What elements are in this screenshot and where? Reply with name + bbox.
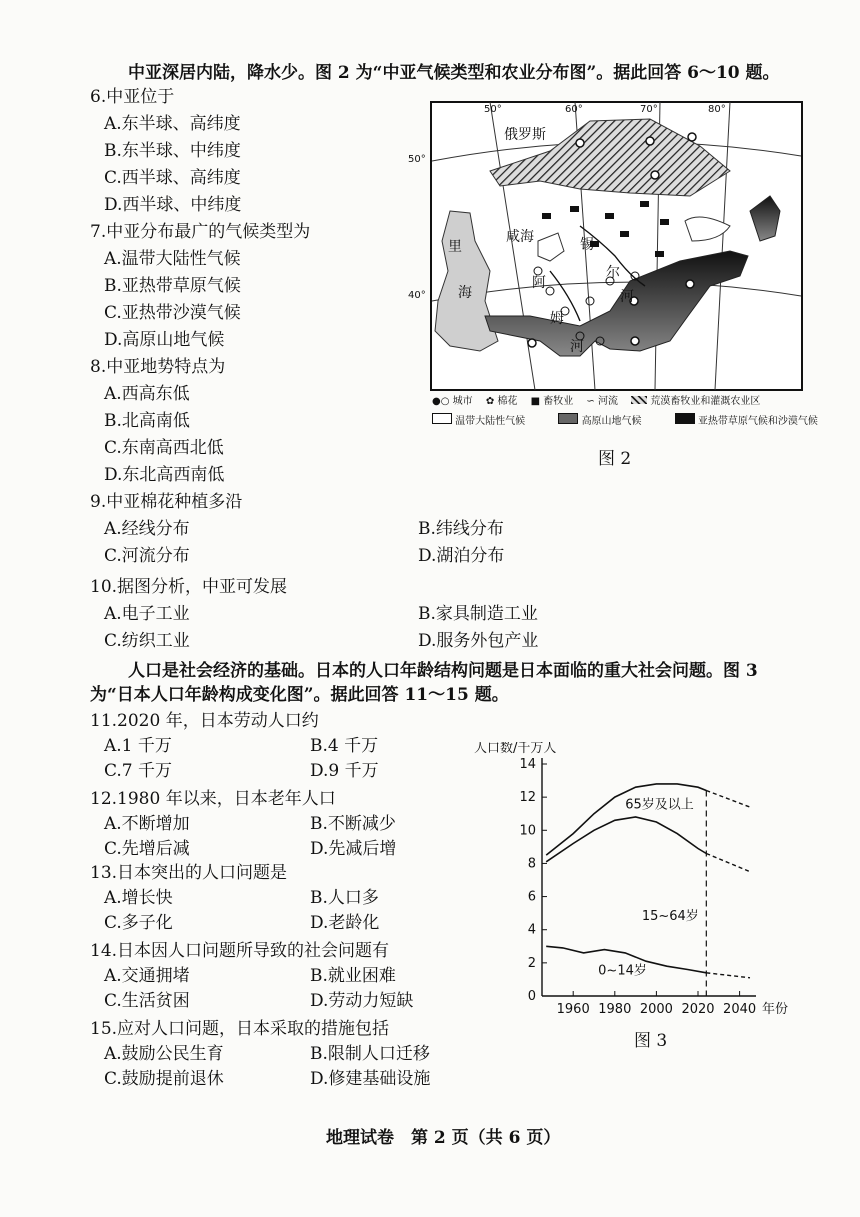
y-tick-label-14: 14 bbox=[519, 757, 536, 772]
figure-3-caption: 图 3 bbox=[634, 1031, 668, 1051]
question-12-option-d[interactable]: D.先减后增 bbox=[310, 839, 397, 859]
question-11-option-a[interactable]: A.1 千万 bbox=[104, 736, 172, 756]
question-15-option-c[interactable]: C.鼓励提前退休 bbox=[104, 1069, 224, 1089]
desert-swatch bbox=[675, 413, 695, 424]
question-9-option-c[interactable]: C.河流分布 bbox=[104, 546, 190, 566]
map-lat-tick-40: 40° bbox=[408, 290, 426, 301]
x-tick-label-2020: 2020 bbox=[681, 1002, 715, 1017]
livestock-icon: ■ bbox=[530, 396, 541, 407]
question-6-option-a[interactable]: A.东半球、高纬度 bbox=[104, 114, 241, 134]
y-tick-label-4: 4 bbox=[527, 922, 536, 938]
japan-population-chart bbox=[472, 742, 802, 1032]
map-label-syr-3: 河 bbox=[620, 289, 634, 305]
question-12-option-a[interactable]: A.不断增加 bbox=[104, 814, 190, 834]
series-projection-0 bbox=[706, 973, 750, 978]
question-15-option-d[interactable]: D.修建基础设施 bbox=[310, 1069, 431, 1089]
figure-2-caption: 图 2 bbox=[598, 449, 632, 469]
question-13-option-b[interactable]: B.人口多 bbox=[310, 888, 379, 908]
cotton-icon: ✿ bbox=[485, 396, 495, 407]
map-lon-tick-60: 60° bbox=[565, 104, 583, 115]
map-label-amu-1: 阿 bbox=[532, 275, 546, 291]
y-tick-label-6: 6 bbox=[527, 889, 536, 905]
question-7-stem: 7.中亚分布最广的气候类型为 bbox=[90, 222, 311, 242]
question-12-option-c[interactable]: C.先增后减 bbox=[104, 839, 190, 859]
question-10-stem: 10.据图分析，中亚可发展 bbox=[90, 577, 288, 597]
question-14-option-a[interactable]: A.交通拥堵 bbox=[104, 966, 190, 986]
series-line-1 bbox=[546, 817, 706, 862]
question-7-option-c[interactable]: C.亚热带沙漠气候 bbox=[104, 303, 241, 323]
series-label-0: 0~14岁 bbox=[598, 963, 647, 979]
question-13-option-d[interactable]: D.老龄化 bbox=[310, 913, 380, 933]
question-10-option-d[interactable]: D.服务外包产业 bbox=[418, 631, 539, 651]
question-9-option-b[interactable]: B.纬线分布 bbox=[418, 519, 504, 539]
intro-text-2-line-1: 人口是社会经济的基础。日本的人口年龄结构问题是日本面临的重大社会问题。图 3 bbox=[128, 661, 758, 681]
question-14-option-b[interactable]: B.就业困难 bbox=[310, 966, 396, 986]
x-axis-label: 年份 bbox=[762, 1002, 789, 1017]
central-asia-map bbox=[430, 101, 803, 391]
question-9-option-d[interactable]: D.湖泊分布 bbox=[418, 546, 505, 566]
map-label-caspian-1: 里 bbox=[448, 239, 462, 255]
question-13-option-a[interactable]: A.增长快 bbox=[104, 888, 173, 908]
map-label-caspian-2: 海 bbox=[458, 285, 472, 301]
question-14-option-d[interactable]: D.劳动力短缺 bbox=[310, 991, 414, 1011]
question-14-stem: 14.日本因人口问题所导致的社会问题有 bbox=[90, 941, 390, 961]
highland-swatch bbox=[558, 413, 578, 424]
question-14-option-c[interactable]: C.生活贫困 bbox=[104, 991, 190, 1011]
city-icon: ●○ bbox=[432, 396, 450, 407]
series-label-1: 15~64岁 bbox=[641, 908, 699, 924]
question-8-stem: 8.中亚地势特点为 bbox=[90, 357, 226, 377]
y-tick-label-0: 0 bbox=[527, 989, 536, 1004]
y-tick-label-12: 12 bbox=[519, 790, 536, 806]
x-tick-label-1980: 1980 bbox=[598, 1002, 632, 1017]
question-13-stem: 13.日本突出的人口问题是 bbox=[90, 863, 288, 883]
river-icon: ∽ bbox=[586, 396, 595, 407]
y-axis-label: 人口数/千万人 bbox=[474, 742, 557, 756]
question-6-option-c[interactable]: C.西半球、高纬度 bbox=[104, 168, 241, 188]
question-15-option-b[interactable]: B.限制人口迁移 bbox=[310, 1044, 430, 1064]
question-8-option-d[interactable]: D.东北高西南低 bbox=[104, 465, 225, 485]
question-15-stem: 15.应对人口问题，日本采取的措施包括 bbox=[90, 1019, 390, 1039]
page-footer: 地理试卷 第 2 页（共 6 页） bbox=[326, 1128, 561, 1148]
question-7-option-a[interactable]: A.温带大陆性气候 bbox=[104, 249, 241, 269]
series-line-2 bbox=[546, 784, 706, 855]
question-6-stem: 6.中亚位于 bbox=[90, 87, 175, 107]
question-11-option-c[interactable]: C.7 千万 bbox=[104, 761, 173, 781]
question-6-option-d[interactable]: D.西半球、中纬度 bbox=[104, 195, 242, 215]
question-8-option-a[interactable]: A.西高东低 bbox=[104, 384, 190, 404]
question-12-option-b[interactable]: B.不断减少 bbox=[310, 814, 396, 834]
map-lon-tick-70: 70° bbox=[640, 104, 658, 115]
question-10-option-c[interactable]: C.纺织工业 bbox=[104, 631, 190, 651]
question-8-option-b[interactable]: B.北高南低 bbox=[104, 411, 190, 431]
series-projection-1 bbox=[706, 854, 750, 872]
question-9-option-a[interactable]: A.经线分布 bbox=[104, 519, 190, 539]
series-label-2: 65岁及以上 bbox=[625, 797, 694, 813]
map-label-amu-2: 姆 bbox=[550, 311, 564, 327]
question-11-stem: 11.2020 年，日本劳动人口约 bbox=[90, 711, 319, 731]
series-projection-2 bbox=[706, 791, 750, 808]
map-legend-row-2: 温带大陆性气候 高原山地气候 亚热带草原气候和沙漠气候 bbox=[432, 412, 818, 427]
intro-text-1: 中亚深居内陆，降水少。图 2 为“中亚气候类型和农业分布图”。据此回答 6～10 题。 bbox=[128, 63, 780, 83]
map-lon-tick-50: 50° bbox=[484, 104, 502, 115]
question-10-option-a[interactable]: A.电子工业 bbox=[104, 604, 190, 624]
question-7-option-d[interactable]: D.高原山地气候 bbox=[104, 330, 225, 350]
map-label-aral: 咸海 bbox=[506, 229, 534, 245]
y-tick-label-8: 8 bbox=[527, 856, 536, 872]
map-label-amu-3: 河 bbox=[570, 339, 584, 355]
y-tick-label-10: 10 bbox=[519, 823, 536, 839]
question-11-option-b[interactable]: B.4 千万 bbox=[310, 736, 379, 756]
map-lon-tick-80: 80° bbox=[708, 104, 726, 115]
map-label-syr-1: 锡 bbox=[580, 237, 594, 253]
hatch-icon bbox=[631, 396, 647, 404]
x-tick-label-2040: 2040 bbox=[723, 1002, 757, 1017]
map-lat-tick-50: 50° bbox=[408, 154, 426, 165]
question-15-option-a[interactable]: A.鼓励公民生育 bbox=[104, 1044, 224, 1064]
question-8-option-c[interactable]: C.东南高西北低 bbox=[104, 438, 224, 458]
map-legend-row-1: ●○ 城市 ✿ 棉花 ■ 畜牧业 ∽ 河流 荒漠畜牧业和灌溉农业区 bbox=[432, 396, 761, 407]
question-10-option-b[interactable]: B.家具制造工业 bbox=[418, 604, 538, 624]
question-12-stem: 12.1980 年以来，日本老年人口 bbox=[90, 789, 336, 809]
intro-text-2-line-2: 为“日本人口年龄构成变化图”。据此回答 11～15 题。 bbox=[90, 685, 509, 705]
temperate-swatch bbox=[432, 413, 452, 424]
question-7-option-b[interactable]: B.亚热带草原气候 bbox=[104, 276, 241, 296]
question-11-option-d[interactable]: D.9 千万 bbox=[310, 761, 379, 781]
x-tick-label-2000: 2000 bbox=[639, 1002, 673, 1017]
x-tick-label-1960: 1960 bbox=[556, 1002, 590, 1017]
map-label-syr-2: 尔 bbox=[606, 265, 620, 281]
question-6-option-b[interactable]: B.东半球、中纬度 bbox=[104, 141, 241, 161]
map-label-russia: 俄罗斯 bbox=[504, 127, 546, 143]
question-9-stem: 9.中亚棉花种植多沿 bbox=[90, 492, 243, 512]
y-tick-label-2: 2 bbox=[527, 955, 536, 971]
question-13-option-c[interactable]: C.多子化 bbox=[104, 913, 173, 933]
